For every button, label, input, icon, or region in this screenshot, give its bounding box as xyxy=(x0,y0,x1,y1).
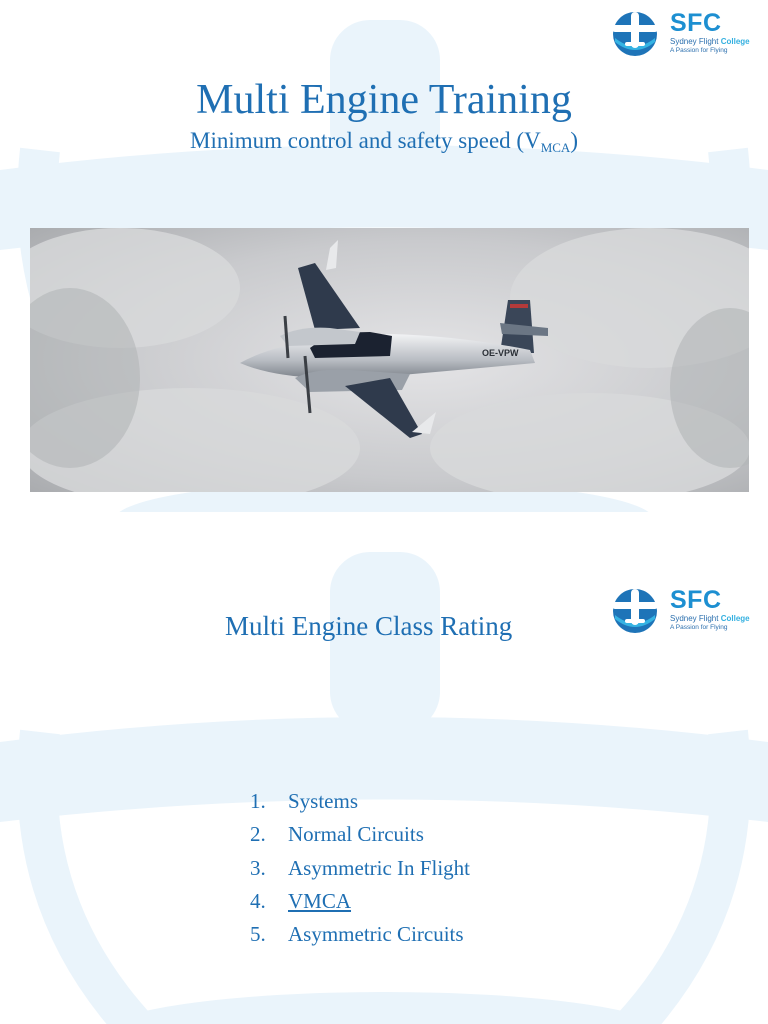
aircraft-registration: OE-VPW xyxy=(482,348,519,358)
brand-tagline: A Passion for Flying xyxy=(670,47,728,55)
sfc-logo xyxy=(610,8,750,58)
item-number: 1. xyxy=(250,789,266,813)
slide-subtitle xyxy=(0,128,768,156)
item-label: Asymmetric In Flight xyxy=(288,855,470,880)
item-label: Normal Circuits xyxy=(288,822,424,847)
list-item xyxy=(250,889,470,922)
list-item xyxy=(250,856,470,889)
brand-college xyxy=(670,615,750,623)
section-heading: Multi Engine Class Rating xyxy=(225,611,513,641)
brand-college-a: Sydney Flight xyxy=(670,614,719,624)
brand-name: SFC xyxy=(670,9,722,38)
item-label: Asymmetric Circuits xyxy=(288,922,464,947)
item-number: 4. xyxy=(250,888,266,913)
item-label: Systems xyxy=(288,789,359,813)
sfc-logo xyxy=(610,585,750,635)
aircraft-photo xyxy=(30,228,749,492)
brand-name: SFC xyxy=(670,586,722,615)
subtitle-main: Minimum control and safety speed (V xyxy=(190,128,541,153)
brand-college-b: College xyxy=(720,37,750,47)
subtitle-subscript: MCA xyxy=(540,140,571,155)
list-item xyxy=(250,922,470,955)
brand-college xyxy=(670,38,750,46)
list-item xyxy=(250,789,470,822)
sfc-logo-icon xyxy=(610,8,662,58)
slide-agenda xyxy=(0,512,768,1024)
brand-tagline: A Passion for Flying xyxy=(670,624,728,632)
aircraft-illustration xyxy=(30,228,749,492)
sfc-logo-icon xyxy=(610,585,662,635)
item-number: 3. xyxy=(250,855,266,880)
item-number: 5. xyxy=(250,922,266,947)
slide-title-text: Multi Engine Training xyxy=(196,77,572,123)
item-number: 2. xyxy=(250,822,266,847)
agenda-list xyxy=(250,789,470,955)
subtitle-end: ) xyxy=(570,128,578,153)
list-item xyxy=(250,822,470,855)
brand-college-a: Sydney Flight xyxy=(670,37,719,47)
vmca-link[interactable]: VMCA xyxy=(288,888,352,913)
brand-college-b: College xyxy=(720,614,750,624)
